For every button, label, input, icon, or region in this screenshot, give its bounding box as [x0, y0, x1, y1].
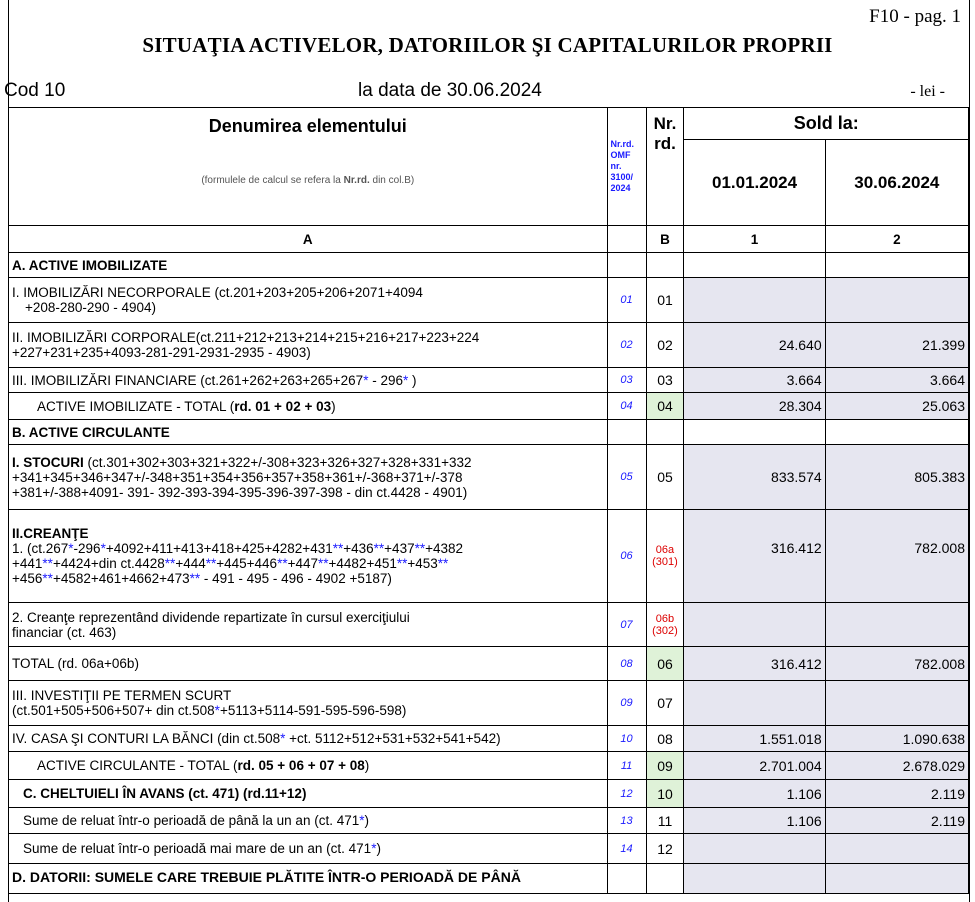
value-end — [825, 681, 968, 726]
table-row — [9, 780, 969, 808]
header-date-end: 30.06.2024 — [825, 140, 968, 226]
row-label: 2. Creanţe reprezentând dividende repartizate în cursul exerciţiului financiar (ct. 463) — [9, 603, 608, 647]
value-start — [684, 834, 825, 864]
value-start: 3.664 — [684, 368, 825, 393]
table-row — [9, 808, 969, 834]
row-label: II.CREANŢE 1. (ct.267*-296*+4092+411+413+418+425+4282+431**+436**+437**+4382 +441**+4424+din ct.4428**+444**+445+446**+447**+4482+451**+453** +456**+4582+461+4662+473** - 491 - 495 - 496 - 4902 +5187) — [9, 510, 608, 603]
value-end: 3.664 — [825, 368, 968, 393]
formula-note: (formulele de calcul se refera la Nr.rd. din col.B) — [201, 175, 415, 186]
row-number: 11 — [646, 808, 684, 834]
row-label: IV. CASA ŞI CONTURI LA BĂNCI (din ct.508* +ct. 5112+512+531+532+541+542) — [9, 726, 608, 752]
row-number: 12 — [646, 834, 684, 864]
row-label: TOTAL (rd. 06a+06b) — [9, 647, 608, 681]
omf-row-number: 05 — [607, 445, 646, 510]
table-row — [9, 393, 969, 420]
value-start: 1.106 — [684, 780, 825, 808]
row-label: II. IMOBILIZĂRI CORPORALE(ct.211+212+213+214+215+216+217+223+224 +227+231+235+4093-281-291-2931-2935 - 4903) — [9, 323, 608, 368]
header-omf-row-number: Nr.rd. OMF nr. 3100/ 2024 — [607, 108, 646, 226]
omf-row-number: 04 — [607, 393, 646, 420]
report-date: la data de 30.06.2024 — [358, 80, 542, 101]
value-start — [684, 681, 825, 726]
value-start: 24.640 — [684, 323, 825, 368]
table-row — [9, 752, 969, 780]
omf-row-number: 08 — [607, 647, 646, 681]
table-row — [9, 323, 969, 368]
omf-row-number: 11 — [607, 752, 646, 780]
table-row — [9, 647, 969, 681]
omf-row-number: 12 — [607, 780, 646, 808]
value-end — [825, 834, 968, 864]
value-start: 1.551.018 — [684, 726, 825, 752]
col-letter-b: B — [646, 226, 684, 253]
table-row — [9, 278, 969, 323]
value-start: 1.106 — [684, 808, 825, 834]
table-row — [9, 726, 969, 752]
omf-row-number: 02 — [607, 323, 646, 368]
row-number: 05 — [646, 445, 684, 510]
row-number: 09 — [646, 752, 684, 780]
omf-row-number: 07 — [607, 603, 646, 647]
row-label: III. INVESTIŢII PE TERMEN SCURT (ct.501+505+506+507+ din ct.508*+5113+5114-591-595-596-598) — [9, 681, 608, 726]
omf-row-number: 03 — [607, 368, 646, 393]
row-number: 03 — [646, 368, 684, 393]
value-end: 2.678.029 — [825, 752, 968, 780]
value-end: 21.399 — [825, 323, 968, 368]
table-row — [9, 253, 969, 278]
table-row — [9, 864, 969, 894]
value-end: 2.119 — [825, 780, 968, 808]
row-label: I. STOCURI (ct.301+302+303+321+322+/-308+323+326+327+328+331+332 +341+345+346+347+/-348+351+354+356+357+358+361+/-368+371+/-378 +381+/-388+4091- 391- 392-393-394-395-396-397-398 - din ct.4428 - 4901) — [9, 445, 608, 510]
row-number: 06b (302) — [646, 603, 684, 647]
row-label: C. CHELTUIELI ÎN AVANS (ct. 471) (rd.11+12) — [9, 780, 608, 808]
row-number: 10 — [646, 780, 684, 808]
row-label: Sume de reluat într-o perioadă de până la un an (ct. 471*) — [9, 808, 608, 834]
omf-row-number: 01 — [607, 278, 646, 323]
row-label: III. IMOBILIZĂRI FINANCIARE (ct.261+262+263+265+267* - 296* ) — [9, 368, 608, 393]
value-end — [825, 603, 968, 647]
value-end — [825, 278, 968, 323]
header-sold-la: Sold la: — [684, 108, 969, 140]
form-code: Cod 10 — [4, 80, 66, 101]
section-heading: B. ACTIVE CIRCULANTE — [9, 420, 608, 445]
col-letter-a: A — [9, 226, 608, 253]
col-number-2: 2 — [825, 226, 968, 253]
balance-sheet-table — [8, 107, 969, 894]
value-start: 2.701.004 — [684, 752, 825, 780]
value-end: 782.008 — [825, 647, 968, 681]
header-element-name: Denumirea elementului (formulele de calcul se refera la Nr.rd. din col.B) — [9, 108, 608, 226]
section-heading: D. DATORII: SUMELE CARE TREBUIE PLĂTITE ÎNTR-O PERIOADĂ DE PÂNĂ — [9, 864, 608, 894]
table-row — [9, 445, 969, 510]
row-label: I. IMOBILIZĂRI NECORPORALE (ct.201+203+205+206+2071+4094 +208-280-290 - 4904) — [9, 278, 608, 323]
table-row — [9, 420, 969, 445]
value-start: 28.304 — [684, 393, 825, 420]
col-number-1: 1 — [684, 226, 825, 253]
omf-row-number: 10 — [607, 726, 646, 752]
col-letter-omf-blank — [607, 226, 646, 253]
omf-row-number: 06 — [607, 510, 646, 603]
value-end: 805.383 — [825, 445, 968, 510]
row-label: Sume de reluat într-o perioadă mai mare de un an (ct. 471*) — [9, 834, 608, 864]
value-start: 316.412 — [684, 647, 825, 681]
omf-row-number: 14 — [607, 834, 646, 864]
table-row — [9, 834, 969, 864]
page-number: F10 - pag. 1 — [869, 6, 961, 27]
section-heading: A. ACTIVE IMOBILIZATE — [9, 253, 608, 278]
table-row — [9, 368, 969, 393]
row-number: 07 — [646, 681, 684, 726]
table-row — [9, 681, 969, 726]
value-end: 1.090.638 — [825, 726, 968, 752]
row-number: 02 — [646, 323, 684, 368]
table-row — [9, 510, 969, 603]
row-number: 08 — [646, 726, 684, 752]
header-nr-rd: Nr. rd. — [646, 108, 684, 226]
currency-label: - lei - — [910, 83, 945, 100]
value-start — [684, 278, 825, 323]
page-title: SITUAŢIA ACTIVELOR, DATORIILOR ŞI CAPITALURILOR PROPRII — [142, 33, 833, 57]
row-number: 06a (301) — [646, 510, 684, 603]
row-label: ACTIVE IMOBILIZATE - TOTAL (rd. 01 + 02 + 03) — [9, 393, 608, 420]
row-number: 04 — [646, 393, 684, 420]
omf-row-number: 13 — [607, 808, 646, 834]
value-end: 2.119 — [825, 808, 968, 834]
value-end: 782.008 — [825, 510, 968, 603]
value-start: 833.574 — [684, 445, 825, 510]
table-row — [9, 603, 969, 647]
value-start — [684, 603, 825, 647]
header-date-start: 01.01.2024 — [684, 140, 825, 226]
row-label: ACTIVE CIRCULANTE - TOTAL (rd. 05 + 06 + 07 + 08) — [9, 752, 608, 780]
row-number: 06 — [646, 647, 684, 681]
value-end: 25.063 — [825, 393, 968, 420]
omf-row-number: 09 — [607, 681, 646, 726]
value-start: 316.412 — [684, 510, 825, 603]
row-number: 01 — [646, 278, 684, 323]
